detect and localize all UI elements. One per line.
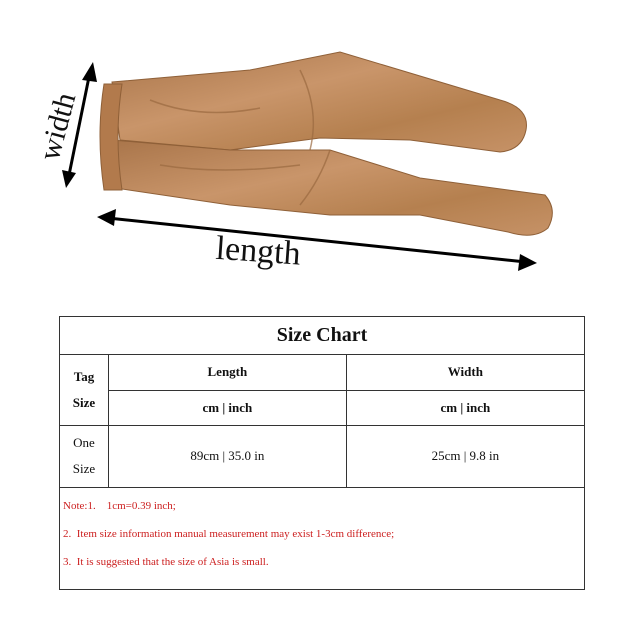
tag-size-header [60,355,109,425]
size-chart [59,316,585,590]
tights-upper-leg [112,52,526,152]
tights-lower-leg [112,140,552,235]
notes [60,488,584,580]
width-unit: cm | inch [346,390,584,425]
tights-illustration [0,0,640,300]
table-row [60,425,584,487]
length-header: Length [109,355,347,390]
length-unit: cm | inch [109,390,347,425]
row-tag [60,425,109,487]
chart-title: Size Chart [60,317,584,355]
length-label: length [214,229,302,273]
row-tag-line1: One [73,435,95,450]
tights-waistband [100,84,122,190]
note-3: 3. It is suggested that the size of Asia is small. [63,555,269,568]
row-length-value: 89cm | 35.0 in [109,425,347,487]
product-image [0,0,640,300]
note-2: 2. Item size information manual measurement may exist 1-3cm difference; [63,527,395,540]
tag-header-line2: Size [72,394,96,410]
size-table [60,355,584,488]
tag-header-line1: Tag [73,368,95,384]
width-header: Width [346,355,584,390]
row-tag-line2: Size [72,461,96,476]
note-1: Note:1. 1cm=0.39 inch; [63,499,176,512]
row-width-value: 25cm | 9.8 in [346,425,584,487]
width-label: width [32,89,83,164]
